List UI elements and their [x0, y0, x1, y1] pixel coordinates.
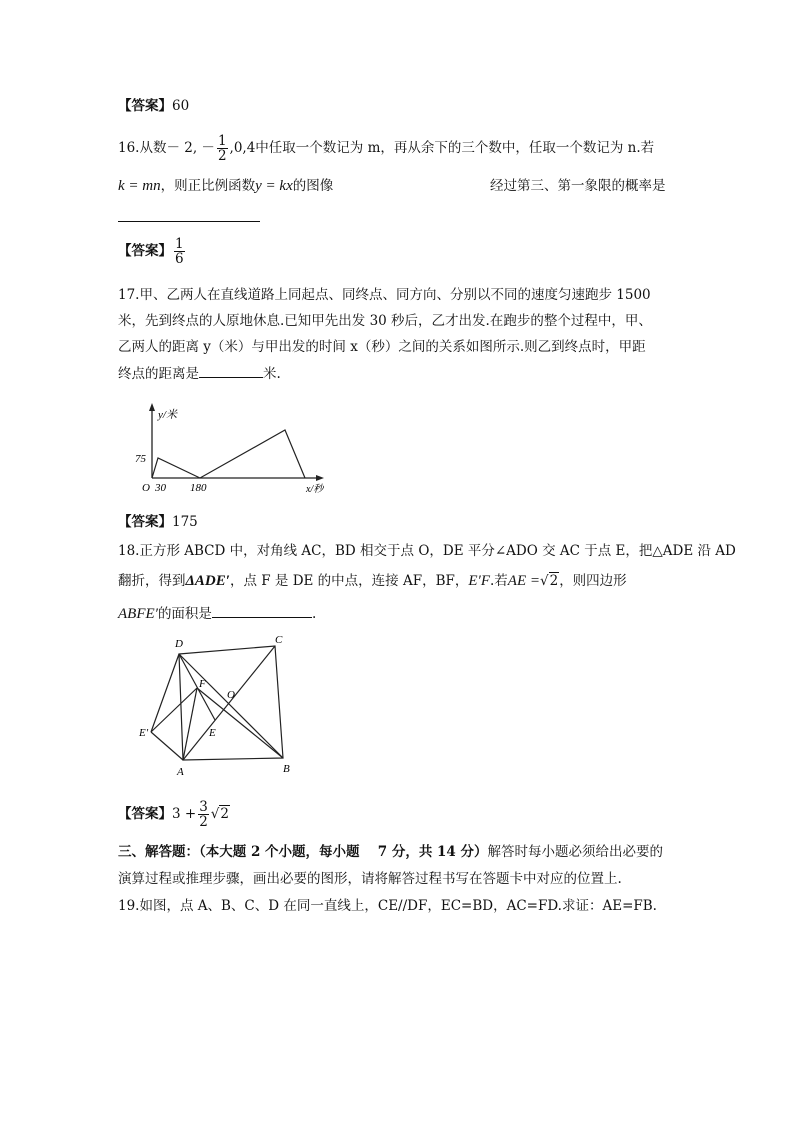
q18-answer-num: 3 [199, 799, 208, 815]
segment-de-prime [151, 654, 179, 732]
y-axis-arrow [149, 403, 155, 411]
q16-answer-den: 6 [175, 251, 184, 267]
q17-blank [199, 377, 263, 378]
q18-answer-int: 3 + [172, 806, 197, 822]
q18-answer-den: 2 [199, 814, 208, 830]
q16-line1-suffix: ,0,4中任取一个数记为 m，再从余下的三个数中，任取一个数记为 n.若 [229, 140, 655, 156]
answer-label: 【答案】 [118, 98, 172, 114]
q18-answer [118, 800, 230, 829]
q16-answer-num: 1 [175, 236, 184, 252]
label-b: B [283, 763, 290, 775]
q18-quad: ABFE′ [118, 606, 158, 622]
q16-fraction [217, 134, 228, 163]
q18-line3-end: . [311, 606, 317, 622]
q17-graph [130, 400, 335, 497]
answer-label: 【答案】 [118, 514, 172, 530]
q18-line2-if: .若 [489, 573, 508, 589]
q19-text: 19.如图，点 A、B、C、D 在同一直线上，CE//DF，EC=BD，AC=FD.求证：AE=FB. [118, 898, 657, 914]
q16-line1 [118, 134, 654, 163]
q16-line2-end: 经过第三、第一象限的概率是 [490, 178, 666, 194]
q17-answer [118, 512, 198, 532]
q16-answer-blank [118, 221, 260, 222]
q18-line2-end: ，则四边形 [559, 573, 627, 589]
tick-75: 75 [135, 453, 146, 465]
segment-bf [197, 688, 283, 758]
q17-line4-prefix: 终点的距离是 [118, 366, 199, 382]
q18-answer-fraction [198, 800, 209, 829]
answer-label: 【答案】 [118, 243, 172, 259]
tick-180: 180 [190, 482, 207, 494]
q15-answer-value: 60 [172, 98, 190, 114]
label-f: F [199, 678, 206, 690]
q16-line2-mid: ，则正比例函数 [160, 178, 256, 194]
label-d: D [175, 638, 183, 650]
q16-answer-fraction [174, 237, 185, 266]
q18-segment: E′F [468, 573, 490, 589]
section3-line2: 演算过程或推理步骤，画出必要的图形，请将解答过程书写在答题卡中对应的位置上. [118, 871, 622, 887]
segment-e-prime-a [151, 732, 183, 760]
q16-line2 [118, 176, 333, 196]
q17-answer-value: 175 [172, 514, 198, 530]
q15-answer [118, 96, 189, 116]
label-e-prime: E′ [139, 727, 149, 739]
q18-line2 [118, 571, 627, 591]
q18-sqrt: √2 [539, 573, 559, 589]
q17-line1: 17.甲、乙两人在直线道路上同起点、同终点、同方向、分别以不同的速度匀速跑步 1500 [118, 287, 651, 303]
q18-answer-sqrt: √2 [210, 806, 229, 822]
q17-line4 [118, 364, 281, 384]
q18-line1: 18.正方形 ABCD 中，对角线 AC，BD 相交于点 O，DE 平分∠ADO 交 AC 于点 E，把△ADE 沿 AD [118, 543, 736, 559]
distance-curve [152, 430, 305, 478]
label-o: O [227, 689, 235, 701]
q17-line2: 米，先到终点的人原地休息.已知甲先出发 30 秒后，乙才出发.在跑步的整个过程中，甲、 [118, 313, 652, 329]
label-a: A [177, 766, 184, 778]
section3-title: 三、解答题：（本大题 2 个小题，每小题 7 分，共 14 分） [118, 844, 488, 860]
x-axis-label: x/秒 [306, 484, 324, 495]
q18-line2-mid: ，点 F 是 DE 的中点，连接 AF，BF， [229, 573, 469, 589]
q17-line3: 乙两人的距离 y（米）与甲出发的时间 x（秒）之间的关系如图所示.则乙到终点时，甲距 [118, 339, 646, 355]
q16-line1-prefix: 16.从数－ 2, － [118, 140, 215, 156]
q16-frac-den: 2 [217, 148, 227, 164]
q18-blank [212, 617, 312, 618]
label-c: C [275, 634, 283, 646]
q18-line2-prefix: 翻折，得到 [118, 573, 186, 589]
q16-line2-after: 的图像 [292, 178, 334, 194]
tick-30: 30 [155, 482, 166, 494]
origin-label: O [142, 482, 150, 494]
q17-line4-suffix: 米. [263, 366, 281, 382]
q18-figure [135, 632, 300, 780]
q18-line3 [118, 604, 316, 624]
label-e: E [209, 727, 216, 739]
q16-answer [118, 237, 187, 266]
q18-ae: AE = [507, 573, 540, 589]
diagonal-db [179, 654, 283, 758]
q16-func: y = kx [255, 178, 293, 194]
section3-line1-rest: 解答时每小题必须给出必要的 [487, 844, 664, 860]
y-axis-label: y/米 [158, 409, 177, 421]
q18-line3-text: 的面积是 [157, 606, 212, 622]
x-axis-arrow [316, 475, 324, 481]
section3-line1 [118, 842, 663, 862]
q18-triangle: ΔADE′ [185, 573, 230, 589]
diagonal-ac [183, 646, 275, 760]
segment-de [179, 654, 215, 720]
answer-label: 【答案】 [118, 806, 172, 822]
q16-eq-k: k = mn [118, 178, 161, 194]
q16-frac-num: 1 [217, 133, 227, 149]
